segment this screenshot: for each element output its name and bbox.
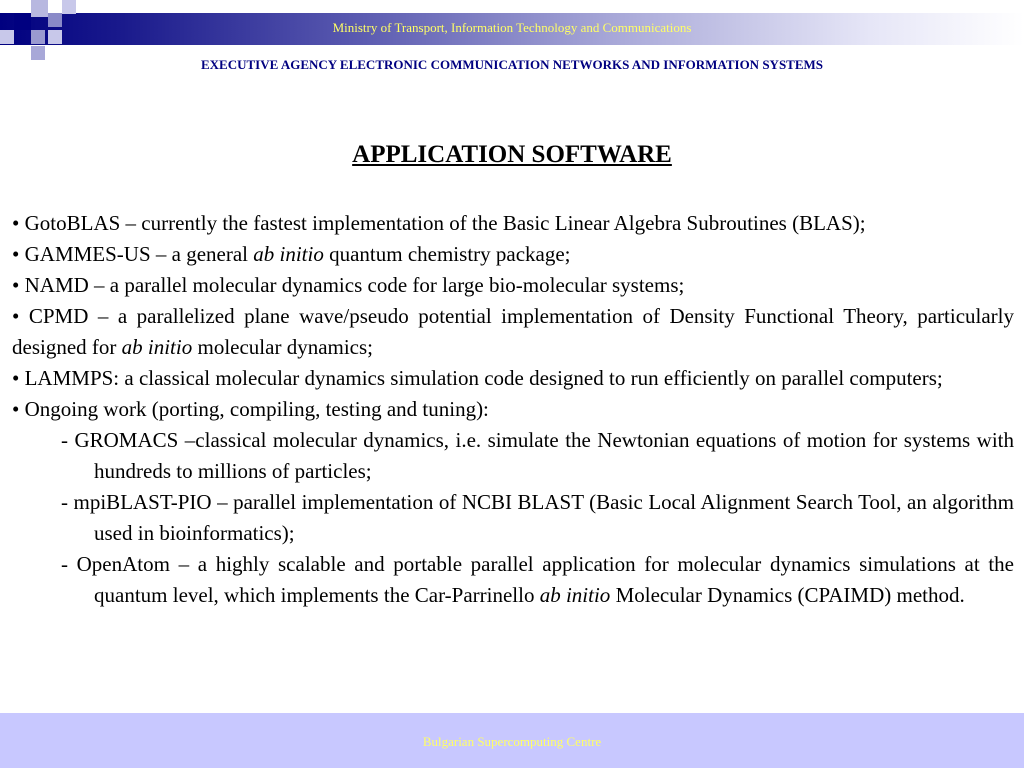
bullet-item	[12, 239, 1014, 270]
bullet-symbol: •	[12, 397, 20, 421]
ministry-title: Ministry of Transport, Information Technology and Communications	[332, 20, 692, 35]
agency-title: EXECUTIVE AGENCY ELECTRONIC COMMUNICATION NETWORKS AND INFORMATION SYSTEMS	[200, 57, 824, 72]
sub-item	[12, 425, 1014, 487]
bullet-symbol: •	[12, 366, 20, 390]
bullet-text: GAMMES-US – a general	[24, 242, 254, 266]
italic-term: ab initio	[539, 583, 611, 607]
bullet-symbol: •	[12, 211, 20, 235]
bullet-text: Ongoing work (porting, compiling, testing and tuning):	[24, 397, 489, 421]
bullet-item	[12, 270, 1014, 301]
bullet-text: quantum chemistry package;	[323, 242, 571, 266]
sub-item	[12, 549, 1014, 611]
dash-symbol: -	[61, 428, 68, 452]
bullet-item	[12, 301, 1014, 363]
bullet-item	[12, 363, 1014, 394]
slide-content	[12, 208, 1014, 611]
sub-item-text: OpenAtom – a highly scalable and portable parallel application for molecular dynamics simulations at the quantum level, which implements the Car-Parrinello	[76, 552, 1014, 607]
bullet-symbol: •	[12, 304, 20, 328]
italic-term: ab initio	[121, 335, 193, 359]
bullet-text: molecular dynamics;	[192, 335, 374, 359]
dash-symbol: -	[61, 490, 68, 514]
sub-item-text: Molecular Dynamics (CPAIMD) method.	[610, 583, 965, 607]
italic-term: ab initio	[253, 242, 324, 266]
dash-symbol: -	[61, 552, 68, 576]
sub-item-text: mpiBLAST-PIO – parallel implementation of NCBI BLAST (Basic Local Alignment Search Tool, an algorithm used in bioinformatics);	[73, 490, 1014, 545]
sub-item-text: GROMACS –classical molecular dynamics, i.e. simulate the Newtonian equations of motion for systems with hundreds to millions of particles;	[74, 428, 1014, 483]
bullet-text: CPMD – a parallelized plane wave/pseudo potential implementation of Density Functional Theory, particularly designed for	[12, 304, 1014, 359]
bullet-item	[12, 394, 1014, 425]
slide-title: APPLICATION SOFTWARE	[352, 141, 672, 168]
bullet-text: LAMMPS: a classical molecular dynamics simulation code designed to run efficiently on parallel computers;	[24, 366, 943, 390]
sub-item	[12, 487, 1014, 549]
bullet-symbol: •	[12, 242, 20, 266]
bullet-text: GotoBLAS – currently the fastest implementation of the Basic Linear Algebra Subroutines (BLAS);	[24, 211, 866, 235]
bullet-item	[12, 208, 1014, 239]
bullet-text: NAMD – a parallel molecular dynamics code for large bio-molecular systems;	[24, 273, 685, 297]
footer-text: Bulgarian Supercomputing Centre	[422, 734, 602, 749]
square-light	[31, 0, 48, 17]
bullet-symbol: •	[12, 273, 20, 297]
square-light	[62, 0, 76, 14]
